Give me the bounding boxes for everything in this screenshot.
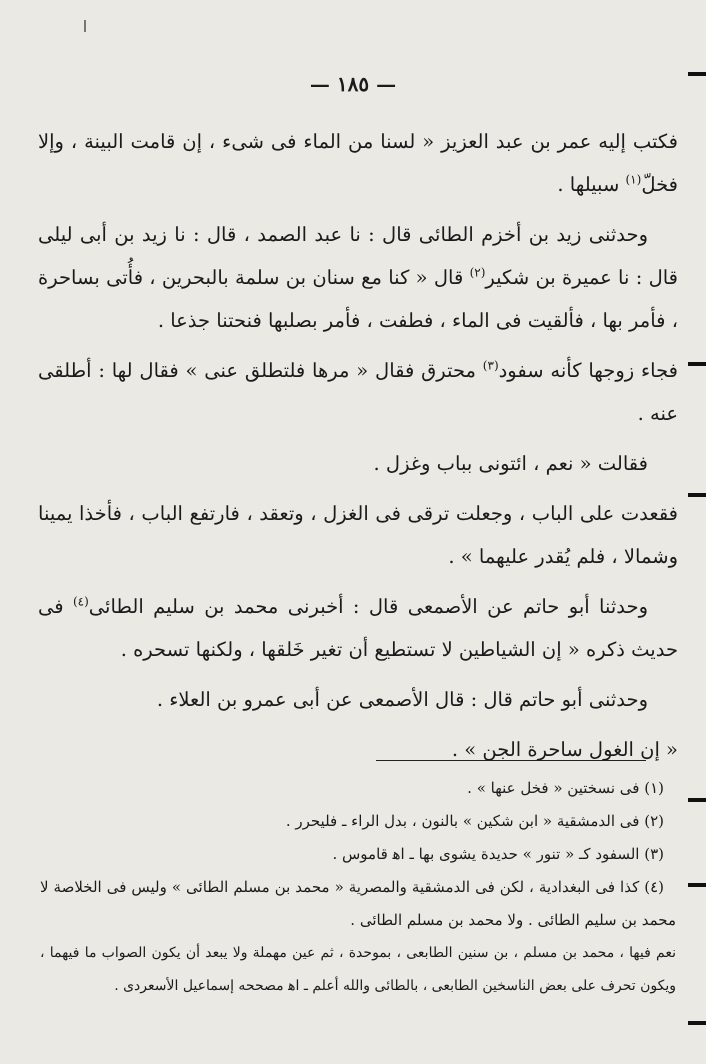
footnote: نعم فيها ، محمد بن مسلم ، بن سنين الطابعى ، بموحدة ، ثم عين مهملة ولا يبعد أن يكون الصواب ما فيهما ، ويكون تحرف على بعض الناسخين الطابعى ، بالطائى والله أعلم ـ اﻫ مصححه إسماعيل الأسعردى . <box>40 945 676 994</box>
paragraph: فقالت « نعم ، ائتونى بباب وغزل . <box>373 452 648 475</box>
margin-mark <box>688 493 706 497</box>
main-text <box>38 120 678 778</box>
paragraph: فكتب إليه عمر بن عبد العزيز « لسنا من الماء فى شىء ، إن قامت البينة ، وإلا فخلّ$^{(١)}$ سبيلها . <box>38 130 678 196</box>
footnote: (١) فى نسختين « فخل عنها » . <box>467 779 664 797</box>
scan-mark <box>84 20 86 32</box>
paragraph: وحدثنا أبو حاتم عن الأصمعى قال : أخبرنى محمد بن سليم الطائى$^{(٤)}$ فى حديث ذكره « إن الشياطين لا تستطيع أن تغير خَلقها ، ولكنها تسحره . <box>38 594 678 661</box>
margin-mark <box>688 1021 706 1025</box>
paragraph: وحدثنى أبو حاتم قال : قال الأصمعى عن أبى عمرو بن العلاء . <box>156 688 648 711</box>
paragraph: وحدثنى زيد بن أخزم الطائى قال : نا عبد الصمد ، قال : نا زيد بن أبى ليلى قال : نا عميرة بن شكير$^{(٢)}$ قال « كنا مع سنان بن سلمة بالبحرين ، فأُتى بساحرة ، فأمر بها ، فألقيت فى الماء ، فطفت ، فأمر بصلبها فنحتنا جذعا . <box>38 223 678 332</box>
margin-mark <box>688 798 706 802</box>
margin-mark <box>688 883 706 887</box>
footnote-ref[interactable]: (١) <box>625 172 642 187</box>
footnote-divider <box>376 760 646 761</box>
paragraph: فقعدت على الباب ، وجعلت ترقى فى الغزل ، وتعقد ، فارتفع الباب ، فأخذا يمينا وشمالا ، فلم يُقدر عليهما » . <box>38 502 678 568</box>
footnote: (٣) السفود كـ « تنور » حديدة يشوى بها ـ اﻫ قاموس . <box>332 845 664 863</box>
footnote: (٤) كذا فى البغدادية ، لكن فى الدمشقية والمصرية « محمد بن مسلم الطائى » وليس فى الخلاصة لا محمد بن سليم الطائى . ولا محمد بن مسلم الطائى . <box>40 878 676 929</box>
paragraph: « إن الغول ساحرة الجن » . <box>451 738 678 761</box>
margin-mark <box>688 72 706 76</box>
footnote-ref[interactable]: (٣) <box>482 358 499 373</box>
page-number: — ١٨٥ — <box>309 72 397 96</box>
paragraph: فجاء زوجها كأنه سفود$^{(٣)}$ محترق فقال « مرها فلتطلق عنى » فقال لها : أطلقى عنه . <box>38 358 678 425</box>
footnote-ref[interactable]: (٤) <box>72 594 89 609</box>
footnote-ref[interactable]: (٢) <box>469 265 486 280</box>
footnote: (٢) فى الدمشقية « ابن شكين » بالنون ، بدل الراء ـ فليحرر . <box>285 812 664 830</box>
margin-mark <box>688 362 706 366</box>
footnotes <box>40 772 676 1003</box>
